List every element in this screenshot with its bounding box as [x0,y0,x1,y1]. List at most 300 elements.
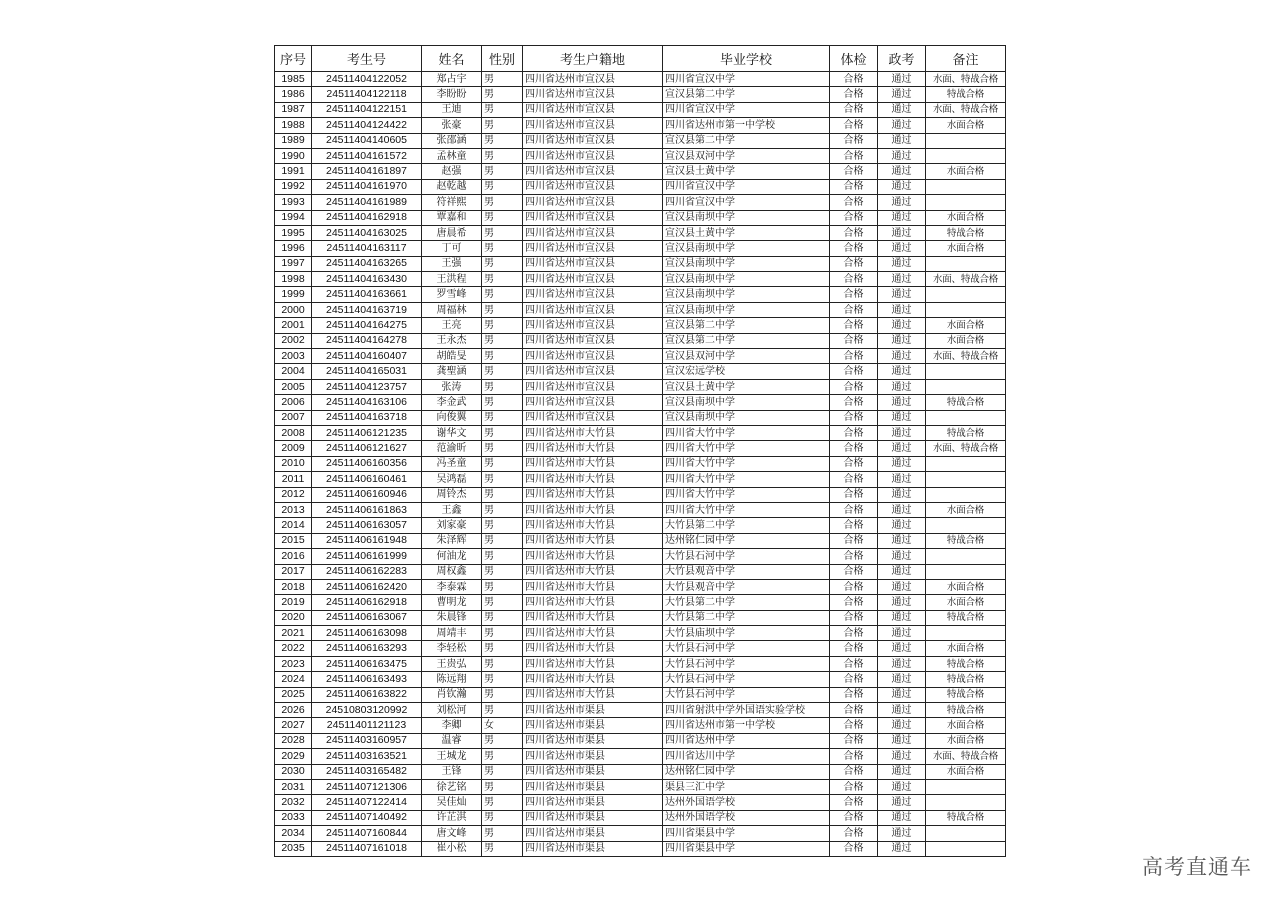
cell-exam-id: 24511407140492 [312,810,422,825]
cell-note [926,379,1006,394]
cell-name: 王洪程 [422,272,482,287]
cell-school: 四川省大竹中学 [663,425,830,440]
cell-physical-exam: 合格 [830,72,878,87]
cell-note: 特战合格 [926,225,1006,240]
table-row [275,148,1006,163]
cell-physical-exam: 合格 [830,318,878,333]
table-row [275,703,1006,718]
cell-physical-exam: 合格 [830,841,878,856]
cell-seq: 2005 [275,379,312,394]
table-row [275,364,1006,379]
cell-school: 四川省宣汉中学 [663,179,830,194]
cell-note [926,564,1006,579]
cell-school: 宣汉县南坝中学 [663,287,830,302]
col-header-physical-exam: 体检 [830,46,878,72]
candidate-table [274,45,1006,857]
cell-gender: 男 [482,549,523,564]
cell-gender: 男 [482,764,523,779]
cell-physical-exam: 合格 [830,564,878,579]
cell-gender: 男 [482,502,523,517]
cell-school: 四川省宣汉中学 [663,102,830,117]
cell-exam-id: 24511403165482 [312,764,422,779]
cell-political-review: 通过 [878,364,926,379]
cell-origin: 四川省达州市大竹县 [523,456,663,471]
cell-school: 大竹县石河中学 [663,656,830,671]
cell-school: 宣汉县第二中学 [663,333,830,348]
cell-gender: 男 [482,564,523,579]
cell-physical-exam: 合格 [830,764,878,779]
cell-note: 水面合格 [926,641,1006,656]
cell-gender: 男 [482,379,523,394]
cell-exam-id: 24511404163106 [312,395,422,410]
table-row [275,210,1006,225]
cell-note: 水面、特战合格 [926,102,1006,117]
table-row [275,272,1006,287]
cell-political-review: 通过 [878,379,926,394]
cell-physical-exam: 合格 [830,610,878,625]
cell-exam-id: 24511406161999 [312,549,422,564]
table-row [275,502,1006,517]
cell-origin: 四川省达州市渠县 [523,733,663,748]
cell-gender: 男 [482,272,523,287]
cell-exam-id: 24511404163718 [312,410,422,425]
cell-seq: 2022 [275,641,312,656]
cell-seq: 2002 [275,333,312,348]
cell-seq: 2023 [275,656,312,671]
cell-physical-exam: 合格 [830,656,878,671]
col-header-exam-id: 考生号 [312,46,422,72]
cell-name: 吴佳灿 [422,795,482,810]
cell-seq: 2019 [275,595,312,610]
cell-name: 冯圣童 [422,456,482,471]
cell-note [926,626,1006,641]
table-row [275,118,1006,133]
cell-seq: 2008 [275,425,312,440]
cell-name: 王迪 [422,102,482,117]
cell-political-review: 通过 [878,779,926,794]
cell-school: 四川省大竹中学 [663,472,830,487]
cell-name: 王城龙 [422,749,482,764]
cell-school: 四川省大竹中学 [663,456,830,471]
cell-school: 四川省达川中学 [663,749,830,764]
cell-school: 四川省达州市第一中学校 [663,118,830,133]
cell-school: 大竹县第二中学 [663,595,830,610]
cell-origin: 四川省达州市宣汉县 [523,318,663,333]
cell-political-review: 通过 [878,826,926,841]
cell-school: 宣汉县南坝中学 [663,241,830,256]
cell-seq: 2024 [275,672,312,687]
cell-political-review: 通过 [878,549,926,564]
table-body [275,72,1006,857]
cell-school: 宣汉县土黄中学 [663,225,830,240]
table-row [275,749,1006,764]
cell-seq: 2012 [275,487,312,502]
cell-seq: 2028 [275,733,312,748]
cell-origin: 四川省达州市宣汉县 [523,364,663,379]
col-header-origin: 考生户籍地 [523,46,663,72]
cell-origin: 四川省达州市宣汉县 [523,148,663,163]
cell-origin: 四川省达州市大竹县 [523,425,663,440]
cell-exam-id: 24511404161970 [312,179,422,194]
table-row [275,518,1006,533]
cell-name: 谢华文 [422,425,482,440]
cell-note [926,841,1006,856]
cell-note: 水面合格 [926,333,1006,348]
cell-physical-exam: 合格 [830,441,878,456]
cell-origin: 四川省达州市宣汉县 [523,302,663,317]
table-row [275,841,1006,856]
table-row [275,610,1006,625]
cell-seq: 1986 [275,87,312,102]
cell-political-review: 通过 [878,656,926,671]
cell-exam-id: 24511406121235 [312,425,422,440]
cell-school: 大竹县观音中学 [663,579,830,594]
cell-origin: 四川省达州市大竹县 [523,656,663,671]
table-row [275,764,1006,779]
table-header-row [275,46,1006,72]
cell-seq: 1993 [275,195,312,210]
cell-physical-exam: 合格 [830,703,878,718]
cell-origin: 四川省达州市大竹县 [523,441,663,456]
cell-physical-exam: 合格 [830,672,878,687]
cell-note: 特战合格 [926,703,1006,718]
cell-physical-exam: 合格 [830,810,878,825]
table-row [275,133,1006,148]
cell-seq: 2025 [275,687,312,702]
cell-name: 陈远翔 [422,672,482,687]
cell-political-review: 通过 [878,148,926,163]
cell-exam-id: 24511404163430 [312,272,422,287]
cell-exam-id: 24511403163521 [312,749,422,764]
cell-note [926,549,1006,564]
cell-name: 周权鑫 [422,564,482,579]
table-row [275,256,1006,271]
cell-note: 特战合格 [926,395,1006,410]
cell-seq: 2006 [275,395,312,410]
cell-name: 张邵涵 [422,133,482,148]
table-row [275,579,1006,594]
table-row [275,487,1006,502]
cell-seq: 1985 [275,72,312,87]
cell-exam-id: 24511404161897 [312,164,422,179]
table-row [275,379,1006,394]
watermark-text: 高考直通车 [1142,855,1252,879]
cell-exam-id: 24511406163098 [312,626,422,641]
cell-exam-id: 24511406161863 [312,502,422,517]
cell-school: 大竹县第二中学 [663,518,830,533]
cell-school: 大竹县石河中学 [663,549,830,564]
cell-origin: 四川省达州市宣汉县 [523,333,663,348]
cell-origin: 四川省达州市大竹县 [523,564,663,579]
cell-note: 水面、特战合格 [926,441,1006,456]
col-header-school: 毕业学校 [663,46,830,72]
cell-origin: 四川省达州市渠县 [523,718,663,733]
cell-school: 宣汉县双河中学 [663,148,830,163]
cell-exam-id: 24511404140605 [312,133,422,148]
cell-exam-id: 24511406121627 [312,441,422,456]
cell-school: 宣汉县南坝中学 [663,302,830,317]
table-row [275,302,1006,317]
cell-exam-id: 24511406160356 [312,456,422,471]
cell-school: 宣汉县南坝中学 [663,256,830,271]
cell-gender: 男 [482,364,523,379]
cell-physical-exam: 合格 [830,641,878,656]
cell-exam-id: 24511404124422 [312,118,422,133]
cell-origin: 四川省达州市渠县 [523,749,663,764]
cell-name: 王鑫 [422,502,482,517]
cell-exam-id: 24511406162420 [312,579,422,594]
cell-gender: 男 [482,179,523,194]
cell-note: 水面合格 [926,241,1006,256]
cell-seq: 1998 [275,272,312,287]
cell-exam-id: 24511406160461 [312,472,422,487]
cell-seq: 2032 [275,795,312,810]
cell-origin: 四川省达州市宣汉县 [523,195,663,210]
cell-seq: 1991 [275,164,312,179]
table-row [275,672,1006,687]
cell-note: 特战合格 [926,425,1006,440]
cell-gender: 男 [482,441,523,456]
cell-name: 李金武 [422,395,482,410]
cell-physical-exam: 合格 [830,487,878,502]
cell-name: 龚聖涵 [422,364,482,379]
cell-exam-id: 24511406161948 [312,533,422,548]
cell-seq: 2031 [275,779,312,794]
cell-physical-exam: 合格 [830,549,878,564]
col-header-name: 姓名 [422,46,482,72]
cell-exam-id: 24511404163117 [312,241,422,256]
cell-physical-exam: 合格 [830,518,878,533]
cell-seq: 2009 [275,441,312,456]
cell-political-review: 通过 [878,241,926,256]
cell-political-review: 通过 [878,518,926,533]
cell-exam-id: 24511404164275 [312,318,422,333]
cell-origin: 四川省达州市宣汉县 [523,72,663,87]
cell-exam-id: 24511401121123 [312,718,422,733]
cell-origin: 四川省达州市宣汉县 [523,179,663,194]
cell-name: 吴鸿磊 [422,472,482,487]
cell-exam-id: 24511407160844 [312,826,422,841]
cell-name: 赵强 [422,164,482,179]
cell-school: 宣汉县第二中学 [663,318,830,333]
table-row [275,456,1006,471]
cell-origin: 四川省达州市宣汉县 [523,241,663,256]
table-row [275,549,1006,564]
table-row [275,718,1006,733]
table-row [275,810,1006,825]
cell-school: 四川省达州市第一中学校 [663,718,830,733]
cell-note [926,195,1006,210]
cell-physical-exam: 合格 [830,379,878,394]
table-row [275,87,1006,102]
cell-political-review: 通过 [878,395,926,410]
cell-political-review: 通过 [878,72,926,87]
cell-seq: 2014 [275,518,312,533]
cell-exam-id: 24511404165031 [312,364,422,379]
cell-physical-exam: 合格 [830,579,878,594]
cell-exam-id: 24511404122151 [312,102,422,117]
cell-gender: 男 [482,656,523,671]
cell-note: 特战合格 [926,533,1006,548]
cell-origin: 四川省达州市宣汉县 [523,349,663,364]
cell-political-review: 通过 [878,410,926,425]
cell-physical-exam: 合格 [830,502,878,517]
cell-physical-exam: 合格 [830,595,878,610]
cell-note [926,779,1006,794]
cell-political-review: 通过 [878,579,926,594]
cell-physical-exam: 合格 [830,349,878,364]
cell-gender: 男 [482,810,523,825]
cell-origin: 四川省达州市渠县 [523,841,663,856]
table-row [275,826,1006,841]
cell-school: 宣汉县土黄中学 [663,379,830,394]
cell-name: 崔小松 [422,841,482,856]
cell-exam-id: 24511404161572 [312,148,422,163]
cell-seq: 2026 [275,703,312,718]
cell-origin: 四川省达州市渠县 [523,826,663,841]
cell-origin: 四川省达州市大竹县 [523,595,663,610]
cell-physical-exam: 合格 [830,410,878,425]
table-row [275,195,1006,210]
cell-name: 唐文峰 [422,826,482,841]
cell-exam-id: 24511406163493 [312,672,422,687]
cell-note: 水面合格 [926,318,1006,333]
cell-origin: 四川省达州市宣汉县 [523,118,663,133]
table-row [275,410,1006,425]
cell-name: 王贵弘 [422,656,482,671]
cell-exam-id: 24511404164278 [312,333,422,348]
cell-political-review: 通过 [878,672,926,687]
cell-note [926,487,1006,502]
cell-name: 胡皓旻 [422,349,482,364]
cell-origin: 四川省达州市大竹县 [523,626,663,641]
cell-seq: 1994 [275,210,312,225]
cell-political-review: 通过 [878,287,926,302]
table-row [275,287,1006,302]
cell-political-review: 通过 [878,225,926,240]
cell-seq: 2011 [275,472,312,487]
cell-political-review: 通过 [878,795,926,810]
cell-name: 何油龙 [422,549,482,564]
cell-origin: 四川省达州市渠县 [523,764,663,779]
cell-note [926,795,1006,810]
table-row [275,333,1006,348]
cell-political-review: 通过 [878,641,926,656]
table-row [275,72,1006,87]
cell-political-review: 通过 [878,595,926,610]
cell-exam-id: 24511404163025 [312,225,422,240]
cell-physical-exam: 合格 [830,195,878,210]
cell-gender: 男 [482,118,523,133]
table-row [275,595,1006,610]
cell-exam-id: 24511406160946 [312,487,422,502]
cell-name: 丁可 [422,241,482,256]
cell-physical-exam: 合格 [830,333,878,348]
cell-gender: 男 [482,703,523,718]
cell-gender: 男 [482,425,523,440]
cell-school: 达州外国语学校 [663,795,830,810]
cell-school: 达州外国语学校 [663,810,830,825]
cell-gender: 男 [482,779,523,794]
cell-name: 王锋 [422,764,482,779]
cell-physical-exam: 合格 [830,749,878,764]
cell-physical-exam: 合格 [830,118,878,133]
cell-school: 大竹县石河中学 [663,687,830,702]
cell-school: 四川省渠县中学 [663,841,830,856]
cell-school: 宣汉县南坝中学 [663,272,830,287]
cell-origin: 四川省达州市大竹县 [523,579,663,594]
cell-political-review: 通过 [878,441,926,456]
cell-school: 达州铭仁园中学 [663,533,830,548]
cell-note: 水面、特战合格 [926,749,1006,764]
cell-note: 水面合格 [926,595,1006,610]
cell-note: 特战合格 [926,810,1006,825]
cell-gender: 男 [482,241,523,256]
cell-note: 水面合格 [926,164,1006,179]
cell-gender: 女 [482,718,523,733]
cell-physical-exam: 合格 [830,425,878,440]
cell-origin: 四川省达州市宣汉县 [523,256,663,271]
cell-exam-id: 24511406163293 [312,641,422,656]
table-row [275,349,1006,364]
cell-name: 王亮 [422,318,482,333]
cell-seq: 2030 [275,764,312,779]
cell-physical-exam: 合格 [830,148,878,163]
cell-note: 特战合格 [926,687,1006,702]
cell-physical-exam: 合格 [830,256,878,271]
cell-gender: 男 [482,610,523,625]
cell-seq: 2017 [275,564,312,579]
cell-exam-id: 24510803120992 [312,703,422,718]
cell-origin: 四川省达州市宣汉县 [523,133,663,148]
table-row [275,102,1006,117]
cell-political-review: 通过 [878,687,926,702]
cell-physical-exam: 合格 [830,87,878,102]
cell-name: 孟林童 [422,148,482,163]
cell-exam-id: 24511404163719 [312,302,422,317]
cell-political-review: 通过 [878,302,926,317]
cell-gender: 男 [482,287,523,302]
cell-gender: 男 [482,210,523,225]
cell-origin: 四川省达州市渠县 [523,703,663,718]
cell-origin: 四川省达州市宣汉县 [523,379,663,394]
table-row [275,656,1006,671]
cell-gender: 男 [482,749,523,764]
cell-gender: 男 [482,487,523,502]
cell-seq: 2003 [275,349,312,364]
cell-school: 四川省宣汉中学 [663,195,830,210]
cell-gender: 男 [482,87,523,102]
table-row [275,441,1006,456]
cell-seq: 1992 [275,179,312,194]
table-row [275,733,1006,748]
cell-note [926,826,1006,841]
cell-note [926,179,1006,194]
table-row [275,626,1006,641]
cell-name: 温睿 [422,733,482,748]
cell-political-review: 通过 [878,195,926,210]
table-row [275,533,1006,548]
cell-seq: 1989 [275,133,312,148]
cell-school: 四川省射洪中学外国语实验学校 [663,703,830,718]
cell-name: 李轻松 [422,641,482,656]
cell-gender: 男 [482,456,523,471]
cell-physical-exam: 合格 [830,210,878,225]
cell-gender: 男 [482,148,523,163]
cell-political-review: 通过 [878,564,926,579]
cell-note: 水面合格 [926,579,1006,594]
cell-exam-id: 24511406162918 [312,595,422,610]
